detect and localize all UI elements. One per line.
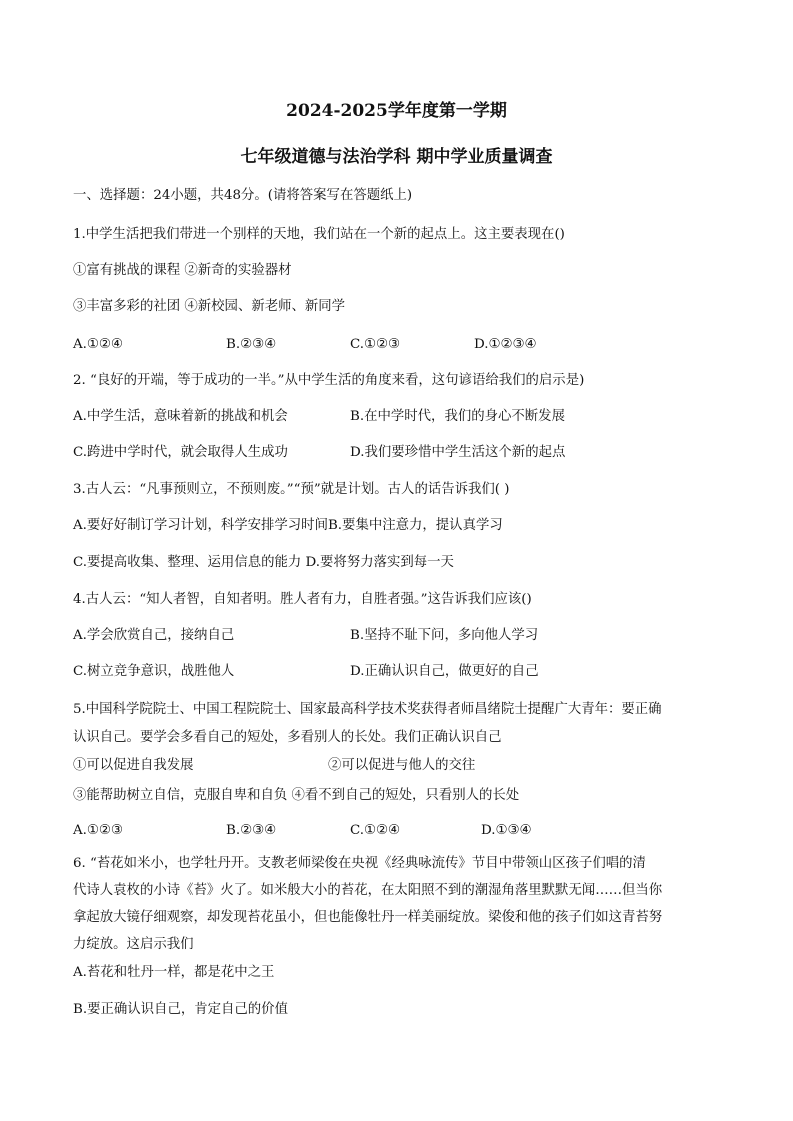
question-6-stem-line-2: 代诗人袁枚的小诗《苔》火了。如米般大小的苔花，在太阳照不到的潮湿角落里默默无闻……但当你 [73,883,663,898]
question-2-stem: 2. “良好的开端，等于成功的一半。”从中学生活的角度来看，这句谚语给我们的启示是) [73,373,585,388]
question-1-option-d: D.①②③④ [474,337,537,352]
question-2-option-c: C.跨进中学时代，就会取得人生成功 [73,445,288,460]
question-5-items-3-4: ③能帮助树立自信，克服自卑和自负 ④看不到自己的短处，只看别人的长处 [73,788,520,803]
question-1-items-1: ①富有挑战的课程 ②新奇的实验器材 [73,263,292,278]
question-4-option-a: A.学会欣赏自己，接纳自己 [73,628,235,643]
question-1-stem: 1.中学生活把我们带进一个别样的天地，我们站在一个新的起点上。这主要表现在() [73,227,565,242]
question-6-stem-line-1: 6. “苔花如米小，也学牡丹开。支教老师梁俊在央视《经典咏流传》节目中带领山区孩子们唱的清 [73,856,646,871]
question-3-options-line-1: A.要好好制订学习计划，科学安排学习时间B.要集中注意力，提认真学习 [73,518,503,533]
section-heading: 一、选择题：24小题，共48分。(请将答案写在答题纸上) [73,188,413,203]
question-1-option-c: C.①②③ [350,337,401,352]
question-5-option-d: D.①③④ [481,823,532,838]
question-4-option-c: C.树立竞争意识，战胜他人 [73,664,235,679]
question-2-option-b: B.在中学时代，我们的身心不断发展 [350,409,565,424]
question-5-stem-line-2: 认识自己。要学会多看自己的短处，多看别人的长处。我们正确认识自己 [73,730,502,745]
question-6-option-b: B.要正确认识自己，肯定自己的价值 [73,1002,288,1017]
question-2-option-a: A.中学生活，意味着新的挑战和机会 [73,409,288,424]
exam-title-term: 2024-2025学年度第一学期 [286,101,507,121]
question-4-stem: 4.古人云：“知人者智，自知者明。胜人者有力，自胜者强。”这告诉我们应该() [73,592,532,607]
question-4-option-b: B.坚持不耻下问，多向他人学习 [350,628,539,643]
question-1-items-2: ③丰富多彩的社团 ④新校园、新老师、新同学 [73,299,346,314]
question-2-option-d: D.我们要珍惜中学生活这个新的起点 [350,445,566,460]
question-1-option-b: B.②③④ [226,337,277,352]
question-1-option-a: A.①②④ [73,337,123,352]
question-5-option-a: A.①②③ [73,823,123,838]
question-3-stem: 3.古人云：“凡事预则立，不预则废。”“预”就是计划。古人的话告诉我们( ) [73,482,510,497]
question-4-option-d: D.正确认识自己，做更好的自己 [350,664,539,679]
question-5-option-c: C.①②④ [350,823,401,838]
question-5-item-1: ①可以促进自我发展 [73,758,194,773]
question-6-stem-line-3: 拿起放大镜仔细观察，却发现苔花虽小，但也能像牡丹一样美丽绽放。梁俊和他的孩子们如这青苔努 [73,910,663,925]
question-5-item-2: ②可以促进与他人的交往 [328,758,476,773]
question-5-option-b: B.②③④ [226,823,277,838]
exam-title-subject: 七年级道德与法治学科 期中学业质量调查 [240,147,553,167]
question-6-stem-line-4: 力绽放。这启示我们 [73,937,194,952]
question-3-options-line-2: C.要提高收集、整理、运用信息的能力 D.要将努力落实到每一天 [73,555,454,570]
question-6-option-a: A.苔花和牡丹一样，都是花中之王 [73,965,275,980]
question-5-stem-line-1: 5.中国科学院院士、中国工程院院士、国家最高科学技术奖获得者师昌绪院士提醒广大青年：要正确 [73,702,662,717]
